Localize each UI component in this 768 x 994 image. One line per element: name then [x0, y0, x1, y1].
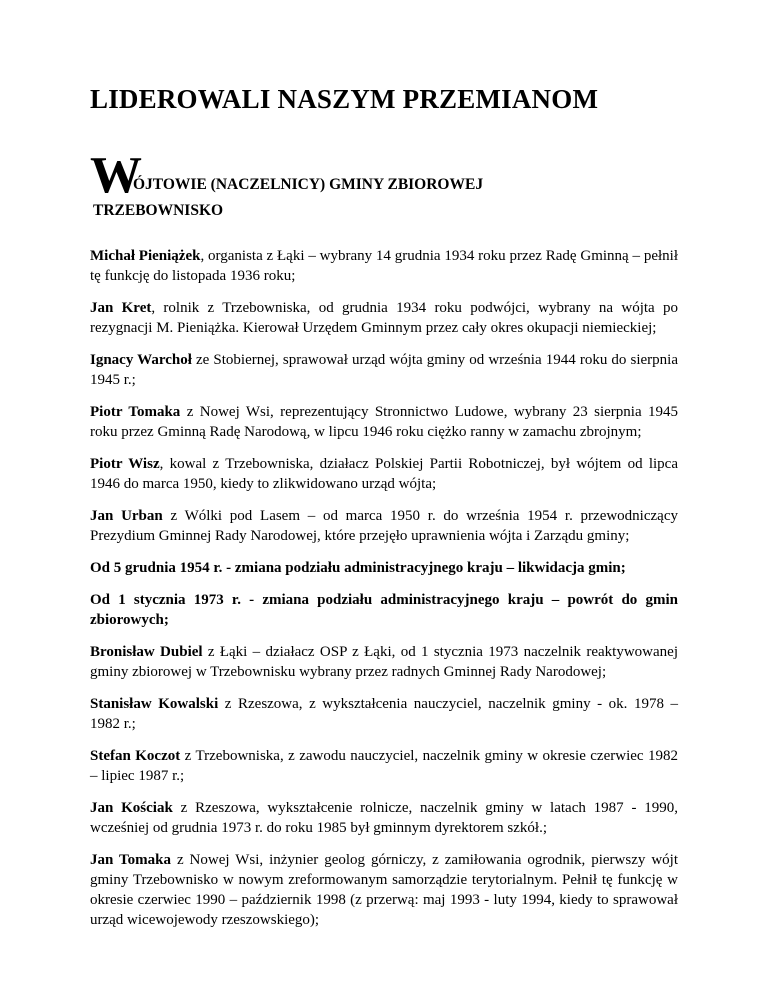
- section-heading-line2: TRZEBOWNISKO: [93, 202, 224, 219]
- entry-text: , kowal z Trzebowniska, działacz Polskiej Partii Robotniczej, był wójtem od lipca 1946 do marca 1950, kiedy to zlikwidowano urząd wójta;: [90, 456, 678, 492]
- list-item: [90, 454, 678, 494]
- entry-text: z Wólki pod Lasem – od marca 1950 r. do września 1954 r. przewodniczący Prezydium Gminnej Rady Narodowej, które przejęło uprawnienia wójta i Zarządu gminy;: [90, 508, 678, 544]
- entry-name: Bronisław Dubiel: [90, 644, 203, 660]
- entries-list: [90, 246, 678, 942]
- milestone-note: Od 5 grudnia 1954 r. - zmiana podziału administracyjnego kraju – likwidacja gmin;: [90, 560, 626, 576]
- entry-name: Jan Kret: [90, 300, 152, 316]
- entry-name: Michał Pieniążek: [90, 248, 201, 264]
- entry-name: Jan Kościak: [90, 800, 173, 816]
- list-item: [90, 850, 678, 930]
- list-item: [90, 298, 678, 338]
- entry-text: z Trzebowniska, z zawodu nauczyciel, naczelnik gminy w okresie czerwiec 1982 – lipiec 1987 r.;: [90, 748, 678, 784]
- entry-text: z Rzeszowa, z wykształcenia nauczyciel, naczelnik gminy - ok. 1978 – 1982 r.;: [90, 696, 678, 732]
- entry-text: ze Stobiernej, sprawował urząd wójta gminy od września 1944 roku do sierpnia 1945 r.;: [90, 352, 678, 388]
- entry-name: Jan Urban: [90, 508, 163, 524]
- list-item: [90, 350, 678, 390]
- list-item: [90, 694, 678, 734]
- entry-text: , organista z Łąki – wybrany 14 grudnia 1934 roku przez Radę Gminną – pełnił tę funkcję do listopada 1936 roku;: [90, 248, 678, 284]
- page-title: LIDEROWALI NASZYM PRZEMIANOM: [90, 84, 599, 114]
- list-item: [90, 746, 678, 786]
- entry-text: z Rzeszowa, wykształcenie rolnicze, naczelnik gminy w latach 1987 - 1990, wcześniej od grudnia 1973 r. do roku 1985 był gminnym dyrektorem szkół.;: [90, 800, 678, 836]
- entry-text: z Nowej Wsi, reprezentujący Stronnictwo Ludowe, wybrany 23 sierpnia 1945 roku przez Gminną Radę Narodową, w lipcu 1946 roku ciężko ranny w zamachu zbrojnym;: [90, 404, 679, 440]
- entry-name: Stefan Koczot: [90, 748, 181, 764]
- entry-text: z Łąki – działacz OSP z Łąki, od 1 stycznia 1973 naczelnik reaktywowanej gminy zbiorowej w Trzebownisku wybrany przez radnych Gminnej Rady Narodowej;: [90, 644, 678, 680]
- entry-name: Jan Tomaka: [90, 852, 171, 868]
- milestone-note: Od 1 stycznia 1973 r. - zmiana podziału administracyjnego kraju – powrót do gmin zbiorowych;: [90, 592, 678, 628]
- list-item: [90, 402, 678, 442]
- entry-text: , rolnik z Trzebowniska, od grudnia 1934 roku podwójci, wybrany na wójta po rezygnacji M. Pieniążka. Kierował Urzędem Gminnym przez cały okres okupacji niemieckiej;: [90, 300, 678, 336]
- list-item: [90, 506, 678, 546]
- section-heading-line1: ÓJTOWIE (NACZELNICY) GMINY ZBIOROWEJ: [133, 176, 484, 193]
- entry-name: Ignacy Warchoł: [90, 352, 192, 368]
- entry-text: z Nowej Wsi, inżynier geolog górniczy, z zamiłowania ogrodnik, pierwszy wójt gminy Trzebownisko w nowym zreformowanym samorządzie terytorialnym. Pełnił tę funkcję w okresie czerwiec 1990 – październik 1998 (z przerwą: maj 1993 - luty 1994, kiedy to sprawował urząd wicewojewody rzeszowskiego);: [90, 852, 678, 928]
- entry-name: Piotr Wisz: [90, 456, 160, 472]
- entry-name: Stanisław Kowalski: [90, 696, 219, 712]
- list-item: [90, 798, 678, 838]
- drop-cap: W: [90, 147, 142, 204]
- list-item: [90, 642, 678, 682]
- list-item: [90, 246, 678, 286]
- entry-name: Piotr Tomaka: [90, 404, 181, 420]
